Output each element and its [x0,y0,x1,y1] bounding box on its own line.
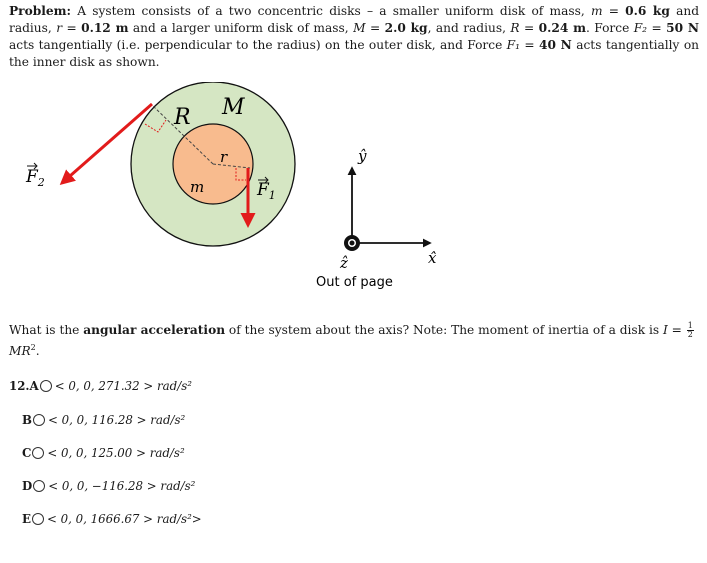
m-value: 0.6 kg [625,4,670,18]
option-D-value: < 0, 0, −116.28 > rad/s² [48,479,196,493]
option-B-prefix: B [22,413,32,427]
R-eq: R = [510,21,539,35]
formula-exponent: 2 [30,343,36,352]
formula-MR: MR [9,344,31,359]
problem-text-5: . Force [586,21,634,35]
problem-text-6: acts tangentially (i.e. perpendicular to the radius) on the outer disk, and Force [9,38,507,52]
label-x-axis: x̂ [428,249,437,267]
question-bold: angular acceleration [83,323,226,337]
M-eq: M = [353,21,385,35]
question-text [9,322,699,360]
problem-text-7: acts tangentially on the inner disk as shown. [9,38,700,69]
label-r: r [220,148,228,166]
problem-statement [9,3,699,71]
option-E-prefix: E [22,512,31,526]
r-value: 0.12 m [81,21,129,35]
F2-eq: F₂ = [633,21,667,35]
R-value: 0.24 m [538,21,586,35]
disk-figure [0,82,707,297]
label-R: R [174,105,191,130]
option-D-prefix: D [22,479,33,493]
label-y-axis: ŷ [358,147,367,165]
option-E-value: < 0, 0, 1666.67 > rad/s²> [47,512,202,526]
F2-value: 50 N [666,21,699,35]
m-eq: m = [590,4,626,18]
M-value: 2.0 kg [384,21,428,35]
F1-value: 40 N [538,38,572,52]
option-A-value: < 0, 0, 271.32 > rad/s² [54,379,192,393]
problem-text-1: A system consists of a two concentric disks – a smaller uniform disk of mass, [71,4,591,18]
label-M: M [222,95,245,120]
option-B-radio[interactable] [33,414,45,426]
option-D-radio[interactable] [33,480,45,492]
option-B-value: < 0, 0, 116.28 > rad/s² [47,413,186,427]
label-F1: $F_1$ [257,180,276,202]
problem-text-2: and radius, [9,4,699,35]
fraction-denominator: 2 [687,330,693,339]
option-A[interactable] [9,378,192,394]
fraction-numerator: 1 [687,321,693,330]
option-B[interactable] [22,412,185,428]
option-E[interactable] [22,511,202,527]
label-z-axis: ẑ [340,254,348,272]
question-text-1: What is the [9,323,84,337]
formula-I: I = [662,323,686,337]
r-eq: r = [56,21,82,35]
option-C-value: < 0, 0, 125.00 > rad/s² [47,446,185,460]
option-E-radio[interactable] [32,513,44,525]
option-D[interactable] [22,478,195,494]
problem-heading: Problem: [9,4,72,18]
out-of-page-label: Out of page [316,275,393,290]
z-axis-dot-center [350,241,355,246]
option-C[interactable] [22,445,185,461]
option-A-prefix: 12.A [9,379,39,393]
F1-eq: F₁ = [506,38,539,52]
question-text-2: of the system about the axis? Note: The moment of inertia of a disk is [225,323,663,337]
option-C-radio[interactable] [32,447,44,459]
problem-text-3: and a larger uniform disk of mass, [128,21,354,35]
label-m: m [190,178,205,196]
option-C-prefix: C [22,446,32,460]
problem-text-4: , and radius, [427,21,511,35]
option-A-radio[interactable] [40,380,52,392]
question-text-3: . [35,344,40,359]
label-F2: $F_2$ [26,167,45,189]
formula-fraction [687,322,694,339]
